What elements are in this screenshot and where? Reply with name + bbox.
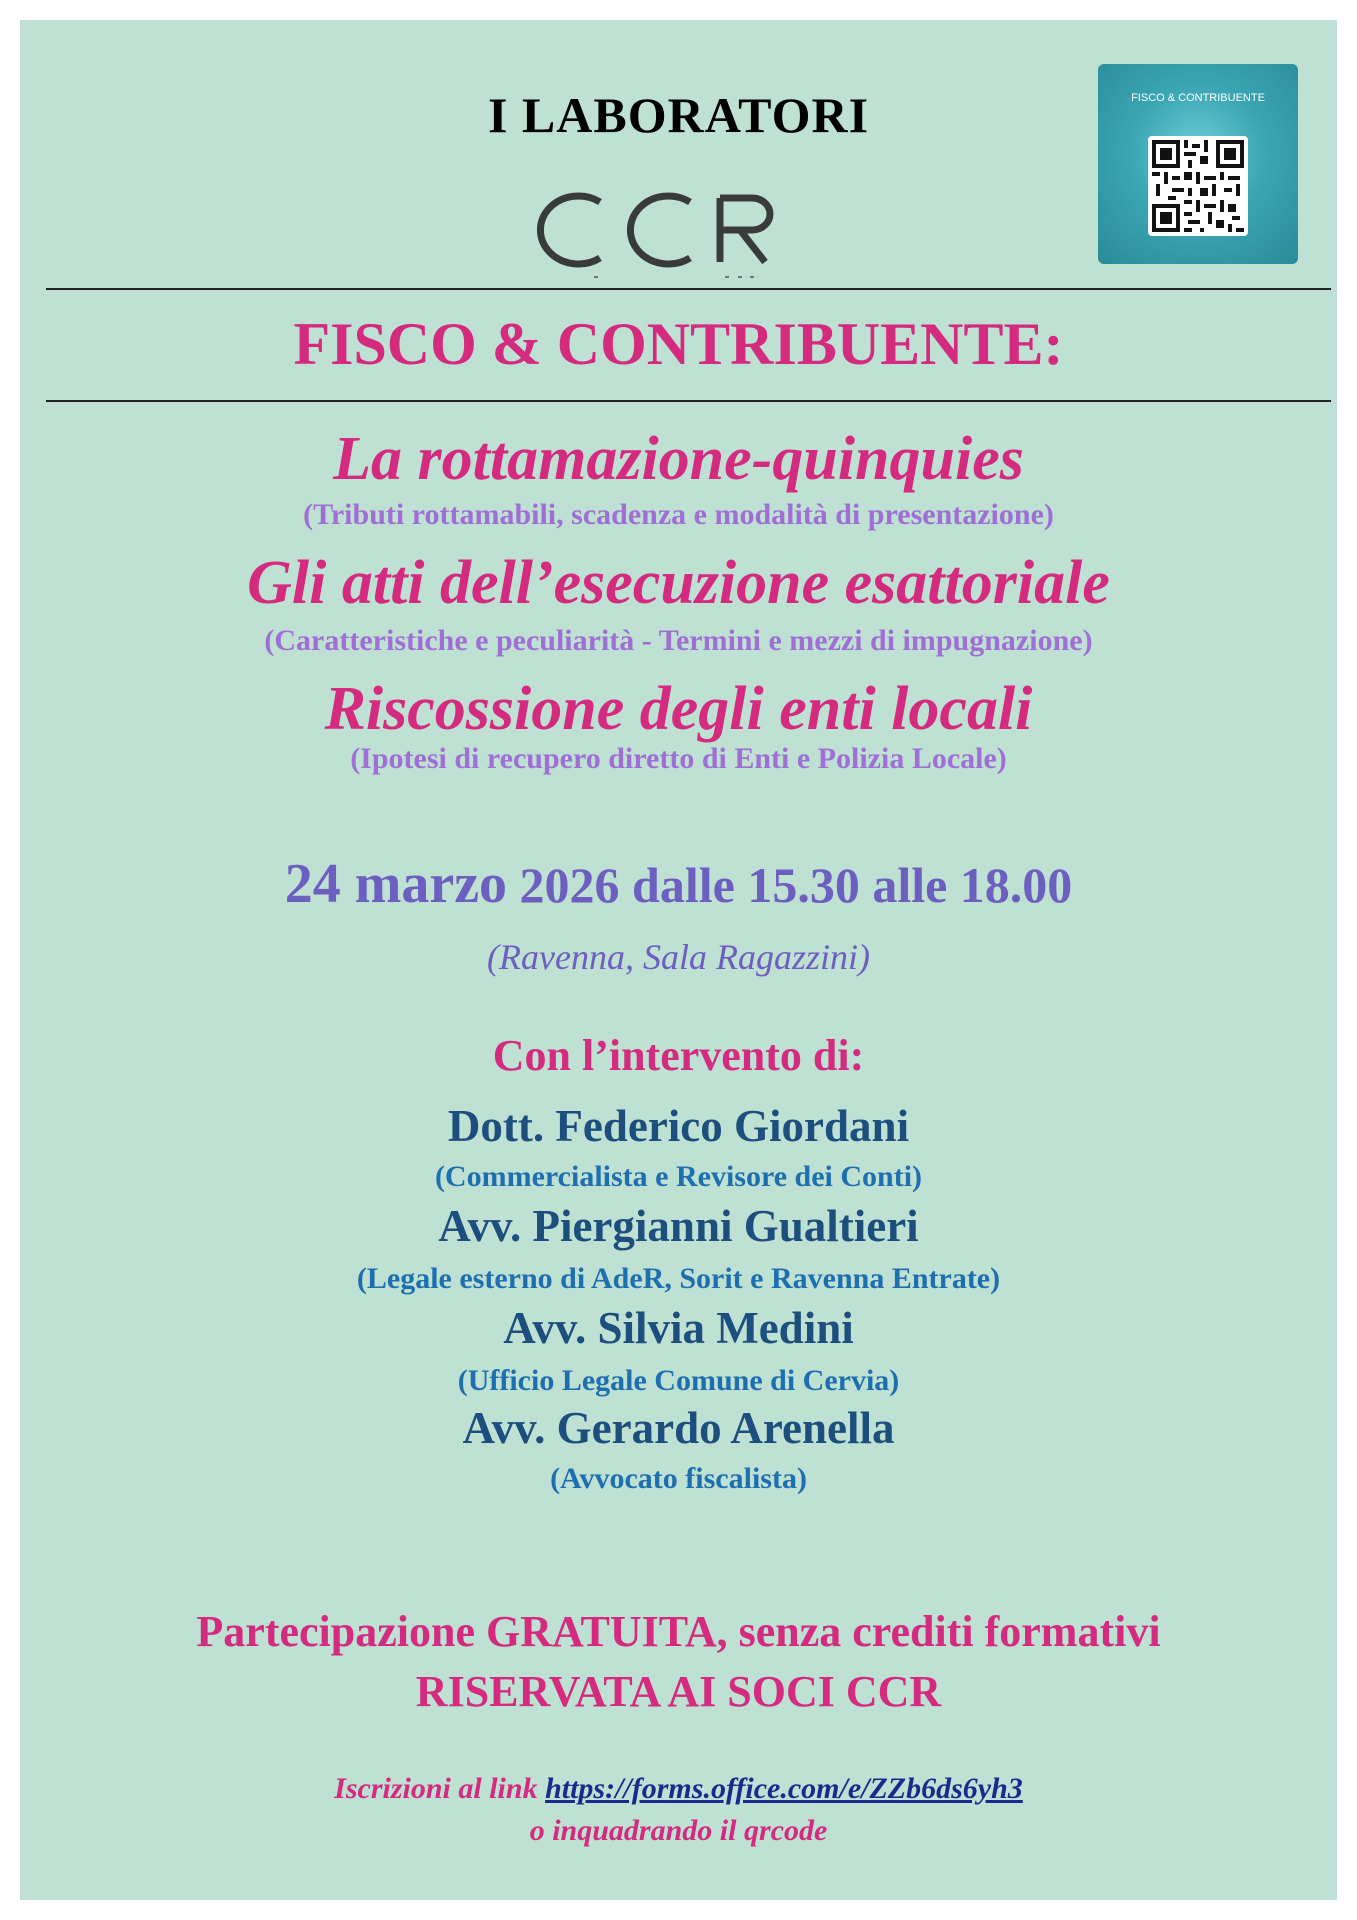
qr-card[interactable] [1098, 64, 1298, 264]
registration-prefix: Iscrizioni al link [334, 1772, 546, 1805]
speaker-2-role: (Legale esterno di AdeR, Sorit e Ravenna Entrate) [356, 1262, 1001, 1295]
registration-line [20, 1772, 1337, 1806]
topic-3-subtitle: (Ipotesi di recupero diretto di Enti e Polizia Locale) [350, 742, 1007, 775]
divider-bottom [46, 400, 1331, 402]
registration-link[interactable]: https://forms.office.com/e/ZZb6ds6yh3 [545, 1772, 1023, 1805]
event-date-time: 2026 dalle 15.30 alle 18.00 [507, 857, 1073, 913]
topic-2-title: Gli atti dell’esecuzione esattoriale [247, 549, 1110, 617]
poster [20, 20, 1337, 1900]
event-date-day: 24 marzo [284, 853, 508, 915]
event-date [20, 852, 1337, 916]
topic-1-subtitle: (Tributi rottamabili, scadenza e modalità di presentazione) [303, 498, 1054, 531]
speaker-3-role: (Ufficio Legale Comune di Cervia) [457, 1364, 900, 1397]
speaker-1-role: (Commercialista e Revisore dei Conti) [434, 1160, 923, 1193]
topic-1-title: La rottamazione-quinquies [333, 425, 1024, 493]
speaker-4-name: Avv. Gerardo Arenella [462, 1403, 895, 1453]
speaker-4-role: (Avvocato fiscalista) [550, 1462, 807, 1495]
qr-code-icon [1148, 136, 1248, 236]
qr-label: FISCO & CONTRIBUENTE [1131, 92, 1265, 104]
divider-top [46, 288, 1331, 290]
speaker-3-name: Avv. Silvia Medini [503, 1303, 854, 1353]
main-title: FISCO & CONTRIBUENTE: [293, 311, 1064, 377]
participation-line-1: Partecipazione GRATUITA, senza crediti formativi [196, 1607, 1161, 1656]
event-venue: (Ravenna, Sala Ragazzini) [487, 937, 870, 977]
speakers-intro: Con l’intervento di: [492, 1031, 865, 1080]
series-title: I LABORATORI [487, 87, 870, 143]
topic-2-subtitle: (Caratteristiche e peculiarità - Termini e mezzi di impugnazione) [264, 624, 1093, 657]
logo-text: CCR [668, 240, 672, 241]
topic-3-title: Riscossione degli enti locali [324, 675, 1033, 743]
participation-line-2: RISERVATA AI SOCI CCR [415, 1667, 942, 1716]
speaker-2-name: Avv. Piergianni Gualtieri [438, 1201, 919, 1251]
ccr-logo [520, 180, 820, 280]
registration-suffix: o inquadrando il qrcode [529, 1814, 828, 1847]
speaker-1-name: Dott. Federico Giordani [447, 1101, 910, 1151]
